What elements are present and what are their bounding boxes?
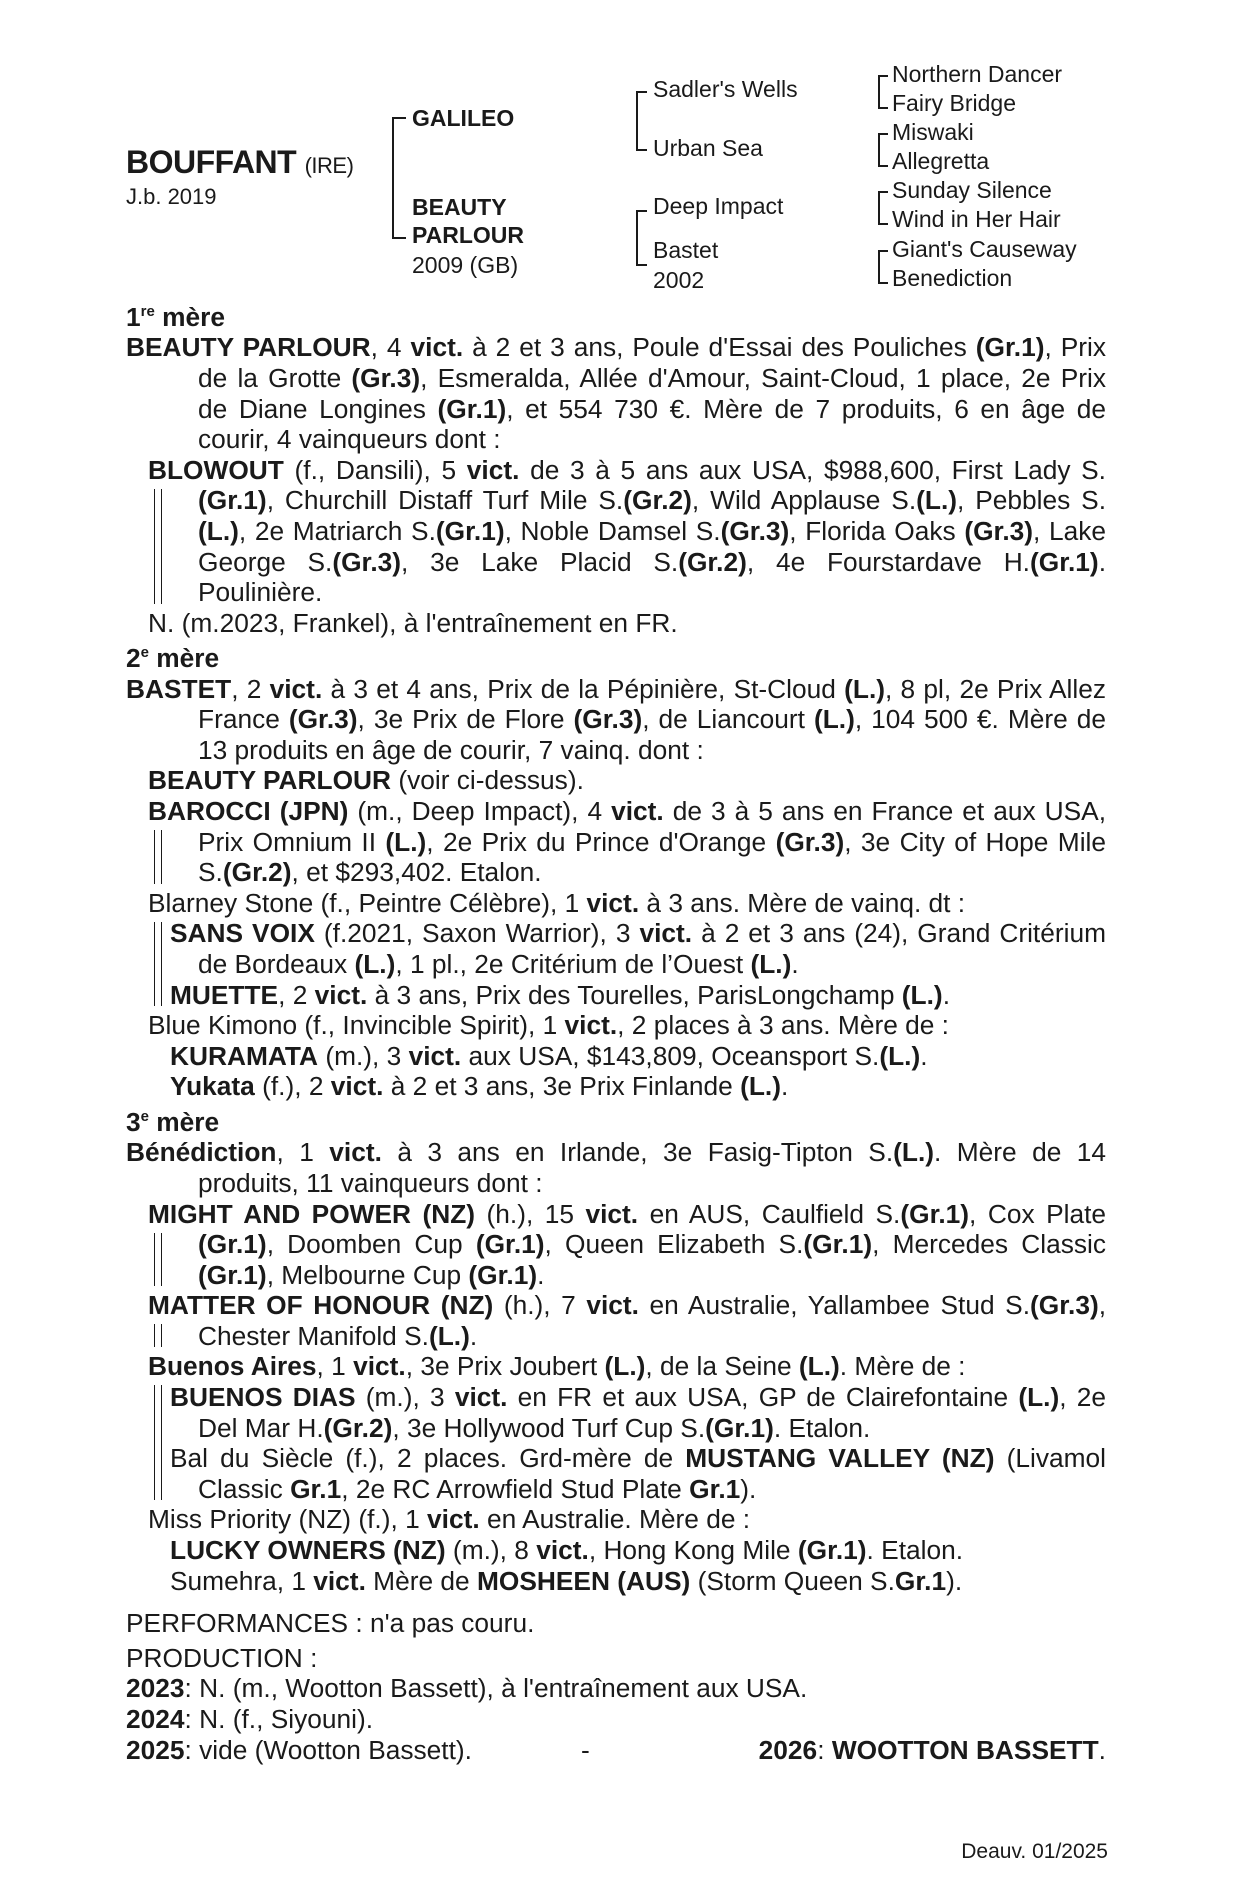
dam3-produce-might-and-power: MIGHT AND POWER (NZ) (h.), 15 vict. en AUS, Caulfield S.(Gr.1), Cox Plate (Gr.1), Doomben Cup (Gr.1), Queen Elizabeth S.(Gr.1), Mercedes Classic (Gr.1), Melbourne Cup (Gr.1). — [148, 1198, 1107, 1290]
production-2025-2026 — [126, 1735, 1106, 1766]
performances: PERFORMANCES : n'a pas couru. — [126, 1608, 535, 1639]
bracket-1 — [392, 117, 406, 239]
dam3-heading: 3e mère — [126, 1106, 220, 1137]
dam-year: 2009 (GB) — [412, 252, 519, 278]
dam1-heading: 1re mère — [126, 301, 226, 332]
dam3-produce-matter-of-honour: MATTER OF HONOUR (NZ) (h.), 7 vict. en Australie, Yallambee Stud S.(Gr.3), Chester Manifold S.(L.). — [148, 1290, 1107, 1351]
dam2-produce-blarney-stone: Blarney Stone (f., Peintre Célèbre), 1 vict. à 3 ans. Mère de vainq. dt : — [148, 887, 966, 918]
ggp-8: Benediction — [892, 265, 1013, 291]
ggp-6: Wind in Her Hair — [892, 206, 1061, 232]
ggp-4: Allegretta — [892, 148, 990, 174]
ggp-7: Giant's Causeway — [892, 236, 1077, 262]
bracket-3a — [878, 75, 888, 109]
grandsire-2: Deep Impact — [653, 193, 784, 219]
dam2-paragraph: BASTET, 2 vict. à 3 et 4 ans, Prix de la Pépinière, St-Cloud (L.), 8 pl, 2e Prix Allez France (Gr.3), 3e Prix de Flore (Gr.3), de Liancourt (L.), 104 500 €. Mère de 13 produits en âge de courir, 7 vainq. dont : — [126, 673, 1107, 765]
dam2-grandproduce-muette: MUETTE, 2 vict. à 3 ans, Prix des Tourelles, ParisLongchamp (L.). — [170, 979, 950, 1010]
dam2-produce-barocci: BAROCCI (JPN) (m., Deep Impact), 4 vict. de 3 à 5 ans en France et aux USA, Prix Omnium II (L.), 2e Prix du Prince d'Orange (Gr.3), 3e City of Hope Mile S.(Gr.2), et $293,402. Etalon. — [148, 796, 1106, 888]
descent-rule — [154, 489, 162, 604]
granddam-2: Bastet — [653, 237, 719, 263]
dam2-grandproduce-kuramata: KURAMATA (m.), 3 vict. aux USA, $143,809, Oceansport S.(L.). — [170, 1040, 928, 1071]
bracket-3c — [878, 191, 888, 225]
ggp-1: Northern Dancer — [892, 61, 1063, 87]
catalogue-content — [126, 297, 1106, 1765]
dam1-paragraph: BEAUTY PARLOUR, 4 vict. à 2 et 3 ans, Poule d'Essai des Pouliches (Gr.1), Prix de la Grotte (Gr.3), Esmeralda, Allée d'Amour, Saint-Cloud, 1 place, 2e Prix de Diane Longines (Gr.1), et 554 730 €. Mère de 7 produits, 6 en âge de courir, 4 vainqueurs dont : — [126, 332, 1107, 455]
dam1-produce-2023: N. (m.2023, Frankel), à l'entraînement en FR. — [148, 607, 678, 638]
production-2024: 2024: N. (f., Siyouni). — [126, 1704, 374, 1735]
bracket-3d — [878, 250, 888, 284]
footer-reference: Deauv. 01/2025 — [961, 1840, 1108, 1863]
descent-rule — [154, 1324, 162, 1347]
dam2-blarney-group — [126, 888, 1106, 1010]
horse-born: J.b. 2019 — [126, 184, 217, 209]
ggp-2: Fairy Bridge — [892, 90, 1016, 116]
dam1-produce-blowout: BLOWOUT (f., Dansili), 5 vict. de 3 à 5 ans aux USA, $988,600, First Lady S.(Gr.1), Churchill Distaff Turf Mile S.(Gr.2), Wild Applause S.(L.), Pebbles S.(L.), 2e Matriarch S.(Gr.1), Noble Damsel S.(Gr.3), Florida Oaks (Gr.3), Lake George S.(Gr.3), 3e Lake Placid S.(Gr.2), 4e Fourstardave H.(Gr.1). Poulinière. — [148, 454, 1107, 608]
dam-name-line2: PARLOUR — [412, 222, 525, 248]
descent-rule — [154, 830, 162, 884]
sire-name: GALILEO — [412, 105, 515, 131]
horse-origin: (IRE) — [304, 153, 354, 178]
dam3-grandproduce-sumehra: Sumehra, 1 vict. Mère de MOSHEEN (AUS) (Storm Queen S.Gr.1). — [170, 1565, 963, 1596]
dam2-grandproduce-sans-voix: SANS VOIX (f.2021, Saxon Warrior), 3 vict. à 2 et 3 ans (24), Grand Critérium de Bordeaux (L.), 1 pl., 2e Critérium de l’Ouest (L.). — [170, 918, 1106, 979]
horse-name: BOUFFANT (IRE) — [126, 144, 354, 180]
granddam-2-year: 2002 — [653, 267, 705, 293]
dam2-produce-blue-kimono: Blue Kimono (f., Invincible Spirit), 1 vict., 2 places à 3 ans. Mère de : — [148, 1010, 949, 1041]
ggp-5: Sunday Silence — [892, 177, 1052, 203]
dam-name-line1: BEAUTY — [412, 194, 507, 220]
dam3-grandproduce-lucky-owners: LUCKY OWNERS (NZ) (m.), 8 vict., Hong Kong Mile (Gr.1). Etalon. — [170, 1535, 964, 1566]
dam2-heading: 2e mère — [126, 643, 220, 674]
production-dash: - — [580, 1734, 590, 1765]
dam3-grandproduce-bal-du-siecle: Bal du Siècle (f.), 2 places. Grd-mère de MUSTANG VALLEY (NZ) (Livamol Classic Gr.1, 2e RC Arrowfield Stud Plate Gr.1). — [170, 1443, 1106, 1504]
bracket-2a — [636, 91, 647, 151]
granddam-1: Urban Sea — [653, 135, 763, 161]
grandsire-1: Sadler's Wells — [653, 76, 798, 102]
dam3-grandproduce-buenos-dias: BUENOS DIAS (m.), 3 vict. en FR et aux USA, GP de Clairefontaine (L.), 2e Del Mar H.(Gr.2), 3e Hollywood Turf Cup S.(Gr.1). Etalon. — [170, 1382, 1106, 1443]
descent-rule — [154, 1233, 162, 1287]
ggp-3: Miswaki — [892, 119, 974, 145]
production-label: PRODUCTION : — [126, 1642, 318, 1673]
dam3-produce-buenos-aires: Buenos Aires, 1 vict., 3e Prix Joubert (L.), de la Seine (L.). Mère de : — [148, 1351, 966, 1382]
production-2026: 2026: WOOTTON BASSETT. — [758, 1734, 1106, 1765]
dam3-paragraph: Bénédiction, 1 vict. à 3 ans en Irlande, 3e Fasig-Tipton S.(L.). Mère de 14 produits, 11 vainqueurs dont : — [126, 1137, 1107, 1198]
bracket-2b — [636, 210, 647, 266]
dam3-produce-miss-priority: Miss Priority (NZ) (f.), 1 vict. en Australie. Mère de : — [148, 1504, 751, 1535]
production-2023: 2023: N. (m., Wootton Bassett), à l'entraînement aux USA. — [126, 1673, 808, 1704]
dam2-grandproduce-yukata: Yukata (f.), 2 vict. à 2 et 3 ans, 3e Prix Finlande (L.). — [170, 1071, 789, 1102]
dam2-produce-beauty-parlour: BEAUTY PARLOUR (voir ci-dessus). — [148, 765, 584, 796]
bracket-3b — [878, 133, 888, 167]
dam3-buenos-aires-group — [126, 1351, 1106, 1504]
production-2025: 2025: vide (Wootton Bassett). — [126, 1734, 472, 1765]
